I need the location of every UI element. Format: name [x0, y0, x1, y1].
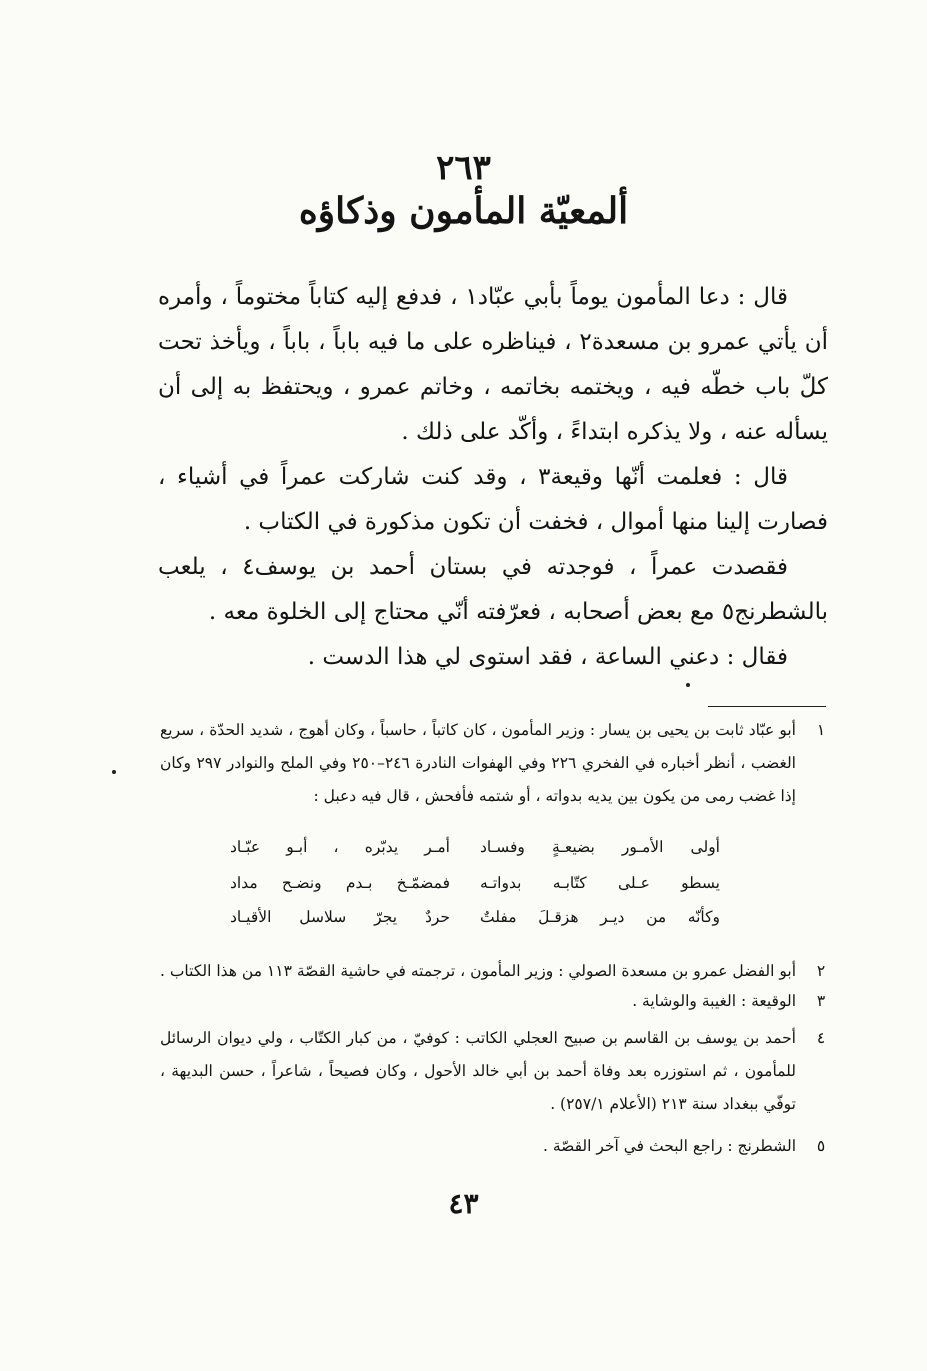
footnote-1: [160, 714, 832, 813]
footnote-number: ٥: [816, 1137, 826, 1155]
paragraph-text: فقال : دعني الساعة ، فقد استوى لي هذا الدست .: [307, 644, 788, 670]
footnote-3: [160, 985, 832, 1018]
footnote-number: ٣: [816, 992, 826, 1010]
story-number: ٢٦٣: [436, 148, 491, 188]
footnote-text: أبو عبّاد ثابت بن يحيى بن يسار : وزير المأمون ، كان كاتباً ، حاسباً ، وكان أهوج ، شديد الحدّة ، سريع الغضب ، أنظر أخباره في الفخري ٢٢٦ وفي الهفوات النادرة ٢٤٦–٢٥٠ وفي الملح والنوادر ٢٩٧ وكان إذا غضب رمى من يكون بين يديه بدواته ، أو شتمه فأفحش ، قال فيه دعبل :: [160, 721, 796, 805]
paragraph-text: قال : دعا المأمون يوماً بأبي عبّاد١ ، فدفع إليه كتاباً مختوماً ، وأمره أن يأتي عمرو بن مسعدة٢ ، فيناظره على ما فيه باباً ، باباً ، ويأخذ تحت كلّ باب خطّه فيه ، ويختمه بخاتمه ، وخاتم عمرو ، ويحتفظ به إلى أن يسأله عنه ، ولا يذكره ابتداءً ، وأكّد على ذلك .: [158, 284, 828, 445]
footnote-text: الشطرنج : راجع البحث في آخر القصّة .: [542, 1137, 796, 1155]
verse-second-hemistich: فمضمّـخ بـدم ونضـح مداد: [230, 874, 450, 892]
footnote-text: الوقيعة : الغيبة والوشاية .: [632, 992, 796, 1010]
paragraph-text: قال : فعلمت أنّها وقيعة٣ ، وقد كنت شاركت عمراً في أشياء ، فصارت إلينا منها أموال ، فخفت أن تكون مذكورة في الكتاب .: [158, 464, 828, 535]
verse-first-hemistich: أولى الأمـور بضيعـةٍ وفسـاد: [480, 838, 720, 856]
verse-first-hemistich: وكأنّه من ديـر هزقـلَ مفلتٌ: [480, 908, 720, 926]
footnote-number: ١: [816, 721, 826, 739]
page-number: ٤٣: [448, 1187, 479, 1220]
verse-second-hemistich: أمـر يدبّره ، أبـو عبّـاد: [230, 838, 450, 856]
verse-first-hemistich: يسطو عـلى كتّابـه بدواتـه: [480, 874, 720, 892]
ink-speck: [112, 770, 116, 774]
paragraph-2: [158, 455, 828, 545]
ink-speck: [686, 683, 690, 687]
footnote-2: [160, 955, 832, 988]
paragraph-3: [158, 545, 828, 635]
footnote-4: [160, 1022, 832, 1121]
paragraph-1: [158, 275, 828, 455]
footnote-number: ٢: [816, 962, 826, 980]
verse-second-hemistich: حردٌ يجرّ سلاسل الأقيـاد: [230, 908, 450, 926]
footnote-text: أحمد بن يوسف بن القاسم بن صبيح العجلي الكاتب : كوفيّ ، من كبار الكتّاب ، ولي ديوان الرسائل للمأمون ، ثم استوزره بعد وفاة أحمد بن أبي خالد الأحول ، وكان فصيحاً ، شاعراً ، حسن البديهة ، توفّي ببغداد سنة ٢١٣ (الأعلام ٢٥٧/١) .: [160, 1029, 796, 1113]
footnote-5: [160, 1130, 832, 1163]
page-title: ألمعيّة المأمون وذكاؤه: [298, 190, 629, 232]
paragraph-text: فقصدت عمراً ، فوجدته في بستان أحمد بن يوسف٤ ، يلعب بالشطرنج٥ مع بعض أصحابه ، فعرّفته أنّي محتاج إلى الخلوة معه .: [158, 554, 828, 625]
paragraph-4: [158, 635, 828, 680]
footnote-divider: [708, 706, 826, 707]
footnote-number: ٤: [816, 1029, 826, 1047]
footnote-text: أبو الفضل عمرو بن مسعدة الصولي : وزير المأمون ، ترجمته في حاشية القصّة ١١٣ من هذا الكتاب .: [159, 962, 796, 980]
